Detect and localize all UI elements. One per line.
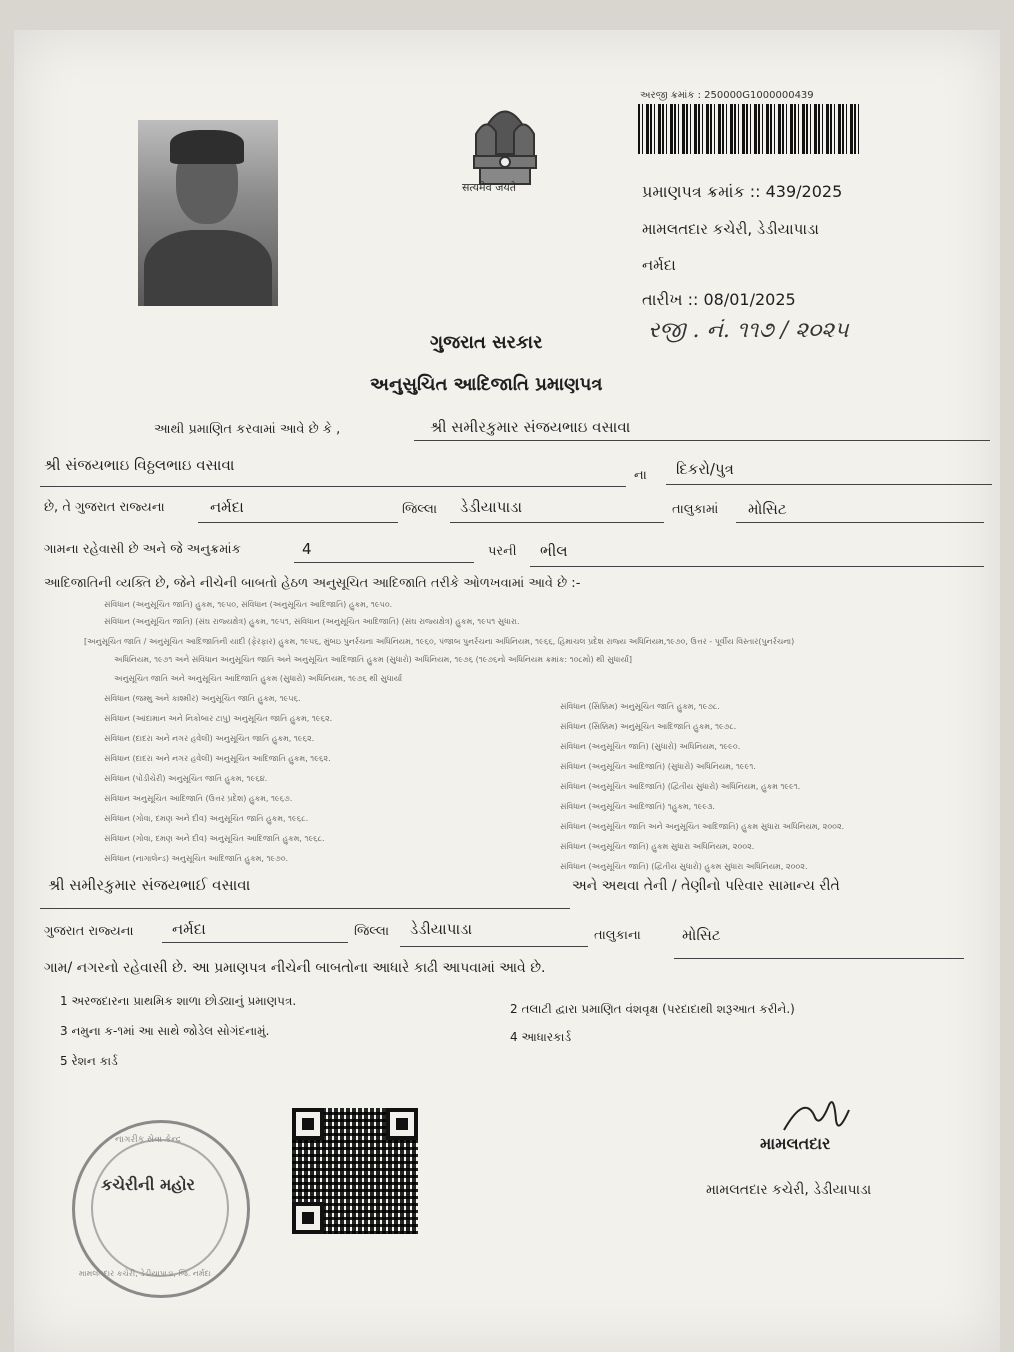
residence-district: નર્મદા	[172, 920, 206, 938]
order-left-2: સંવિધાન (આંદામાન અને નિકોબાર ટાપુ) અનુસૂચિત જાતિ હુકમ, ૧૯૬૨.	[104, 714, 333, 723]
line3-prefix: છે, તે ગુજરાત રાજ્યના	[44, 500, 165, 515]
qr-code	[292, 1108, 418, 1234]
talukama-label: તાલુકામાં	[672, 502, 719, 517]
applicant-name: શ્રી સમીરકુમાર સંજયભાઇ વસાવા	[430, 418, 631, 436]
doc-2: 2 તલાટી દ્વારા પ્રમાણિત વંશવૃક્ષ (પરદાદાથી શરૂઆત કરીને.)	[510, 1002, 795, 1016]
father-name: શ્રી સંજયભાઇ વિઠ્ઠલભાઇ વસાવા	[44, 456, 235, 474]
jilla-label: જિલ્લા	[402, 502, 438, 517]
application-number: અરજી ક્રમાંક : 250000G1000000439	[640, 90, 814, 101]
tribe-value: ભીલ	[540, 542, 568, 560]
order-right-9: સંવિધાન (અનુસૂચિત જાતિ) (દ્વિતીય સુધારો) હુકમ સુધારા અધિનિયમ, ૨૦૦૨.	[560, 862, 808, 871]
district-value: નર્મદા	[210, 498, 244, 516]
line1-prefix: આથી પ્રમાણિત કરવામાં આવે છે કે ,	[154, 422, 341, 437]
residence-name: શ્રી સમીરકુમાર સંજયભાઈ વસાવા	[48, 876, 251, 894]
doc-5: 5 રેશન કાર્ડ	[60, 1054, 118, 1068]
district-line: નર્મદા	[642, 256, 676, 274]
order-right-8: સંવિધાન (અનુસૂચિત જાતિ) હુકમ સુધારા અધિનિયમ, ૨૦૦૨.	[560, 842, 755, 851]
handwritten-ref: રજી . નં. ૧૧૭ / ૨૦૨૫	[648, 318, 849, 343]
line4-prefix: ગામના રહેવાસી છે અને જે અનુક્રમાંક	[44, 542, 241, 557]
order-top-3: [અનુસૂચિત જાતિ / અનુસૂચિત આદિજાતિની યાદી (ફેરફાર) હુકમ, ૧૯૫૬, મુંબઇ પુનર્રચના અધિનિયમ, ૧૯૬૦, પંજાબ પુનર્રચના અધિનિયમ, ૧૯૬૬, હિમાચલ પ્રદેશ રાજ્ય અધિનિયમ,૧૯૭૦, ઉત્તર - પૂર્વીય વિસ્તાર(પુનર્રચના)	[84, 637, 795, 646]
certificate-page	[14, 30, 1000, 1352]
seal-ring-bottom: મામલતદાર કચેરી, ડેડીયાપાડા, જિ. નર્મદા	[79, 1269, 211, 1278]
residence-talukana: તાલુકાના	[594, 928, 641, 943]
certificate-number: પ્રમાણપત્ર ક્રમાંક :: 439/2025	[642, 182, 843, 201]
order-right-7: સંવિધાન (અનુસૂચિત જાતિ અને અનુસૂચિત આદિજાતિ) હુકમ સુધારા અધિનિયમ, ૨૦૦૨.	[560, 822, 845, 831]
residence-closing: ગામ/ નગરનો રહેવાસી છે. આ પ્રમાણપત્ર નીચેની બાબતોના આધારે કાઢી આપવામાં આવે છે.	[44, 960, 546, 976]
order-left-4: સંવિધાન (દાદરા અને નગર હવેલી) અનુસૂચિત આદિજાતિ હુકમ, ૧૯૬૨.	[104, 754, 331, 763]
order-left-8: સંવિધાન (ગોવા, દમણ અને દીવ) અનુસૂચિત આદિજાતિ હુકમ, ૧૯૬૮.	[104, 834, 325, 843]
order-left-7: સંવિધાન (ગોવા, દમણ અને દીવ) અનુસૂચિત જાતિ હુકમ, ૧૯૬૮.	[104, 814, 309, 823]
order-left-5: સંવિધાન (પોંડીચેરી) અનુસૂચિત જાતિ હુકમ, ૧૯૬૪.	[104, 774, 268, 783]
order-top-1: સંવિધાન (અનુસૂચિત જાતિ) હુકમ, ૧૯૫૦, સંવિધાન (અનુસૂચિત આદિજાતિ) હુકમ, ૧૯૫૦.	[104, 600, 393, 609]
order-right-3: સંવિધાન (અનુસૂચિત જાતિ) (સુધારો) અધિનિયમ, ૧૯૯૦.	[560, 742, 741, 751]
applicant-photo	[138, 120, 278, 306]
doc-3: 3 નમુના ક-૧માં આ સાથે જોડેલ સોગંદનામું.	[60, 1024, 270, 1038]
par-label: પરની	[488, 544, 517, 559]
office-seal	[72, 1120, 250, 1298]
signatory-office: મામલતદાર કચેરી, ડેડીયાપાડા	[706, 1182, 872, 1198]
order-top-2: સંવિધાન (અનુસૂચિત જાતિ) (સંઘ રાજ્યક્ષેત્ર) હુકમ, ૧૯૫૧, સંવિધાન (અનુસૂચિત આદિજાતિ) (સંઘ રાજ્યક્ષેત્ર) હુકમ, ૧૯૫૧ સુધારા.	[104, 617, 520, 626]
village-value: મોસિટ	[748, 500, 787, 518]
order-top-4: અધિનિયમ, ૧૯૭૧ અને સંવિધાન અનુસૂચિત જાતિ અને અનુસૂચિત આદિજાતિ હુકમ (સુધારો) અધિનિયમ, ૧૯૭૬ (૧૯૭૬નો અધિનિયમ ક્રમાંક: ૧૦૮મો) થી સુધાર્યા]	[114, 655, 632, 664]
signature-icon	[774, 1090, 854, 1140]
order-right-2: સંવિધાન (સિક્કિમ) અનુસૂચિત આદિજાતિ હુકમ, ૧૯૭૮.	[560, 722, 737, 731]
serial-number: 4	[302, 540, 312, 558]
order-right-4: સંવિધાન (અનુસૂચિત આદિજાતિ) (સુધારો) અધિનિયમ, ૧૯૯૧.	[560, 762, 756, 771]
residence-jilla: જિલ્લા	[354, 924, 390, 939]
seal-text: કચેરીની મહોર	[101, 1175, 195, 1194]
order-left-6: સંવિધાન અનુસૂચિત આદિજાતિ (ઉત્તર પ્રદેશ) હુકમ, ૧૯૬૭.	[104, 794, 293, 803]
line5-text: આદિજાતિની વ્યક્તિ છે, જેને નીચેની બાબતો હેઠળ અનુસૂચિત આદિજાતિ તરીકે ઓળખવામાં આવે છે :-	[44, 576, 581, 591]
residence-village: મોસિટ	[682, 926, 721, 944]
residence-taluka: ડેડીયાપાડા	[410, 920, 473, 938]
emblem-motto: सत्यमेव जयते	[462, 181, 517, 194]
certificate-title: અનુસુચિત આદિજાતિ પ્રમાણપત્ર	[370, 374, 603, 395]
govt-title: ગુજરાત સરકાર	[430, 332, 543, 353]
na-label: ના	[634, 468, 647, 483]
family-text: અને અથવા તેની / તેણીનો પરિવાર સામાન્ય રીતે	[572, 878, 840, 894]
relation: દિકરો/પુત્ર	[676, 460, 734, 478]
signatory-title: મામલતદાર	[760, 1134, 831, 1153]
order-right-1: સંવિધાન (સિક્કિમ) અનુસૂચિત જાતિ હુકમ, ૧૯૭૮.	[560, 702, 720, 711]
order-left-9: સંવિધાન (નાગાલેન્ડ) અનુસૂચિત આદિજાતિ હુકમ, ૧૯૭૦.	[104, 854, 289, 863]
residence-prefix: ગુજરાત રાજ્યના	[44, 924, 134, 939]
issue-date: તારીખ :: 08/01/2025	[642, 290, 796, 309]
taluka-value: ડેડીયાપાડા	[460, 498, 523, 516]
barcode	[638, 104, 860, 154]
doc-4: 4 આધારકાર્ડ	[510, 1030, 572, 1044]
doc-1: 1 અરજદારના પ્રાથમિક શાળા છોડ્યાનું પ્રમાણપત્ર.	[60, 994, 297, 1008]
seal-ring-top: નાગરીક સેવા કેન્દ્ર	[115, 1135, 182, 1145]
issuing-office: મામલતદાર કચેરી, ડેડીયાપાડા	[642, 220, 819, 238]
order-right-5: સંવિધાન (અનુસૂચિત આદિજાતિ) (દ્વિતીય સુધારો) અધિનિયમ, હુકમ ૧૯૯૧.	[560, 782, 801, 791]
order-top-5: અનુસૂચિત જાતિ અને અનુસૂચિત આદિજાતિ હુકમ (સુધારો) અધિનિયમ, ૧૯૭૬ થી સુધાર્યા	[114, 674, 403, 683]
order-right-6: સંવિધાન (અનુસૂચિત આદિજાતિ) ૧હુકમ, ૧૯૯૩.	[560, 802, 715, 811]
order-left-1: સંવિધાન (જમ્મુ અને કાશ્મીર) અનુસૂચિત જાતિ હુકમ, ૧૯૫૬.	[104, 694, 301, 703]
order-left-3: સંવિધાન (દાદરા અને નગર હવેલી) અનુસૂચિત જાતિ હુકમ, ૧૯૬૨.	[104, 734, 315, 743]
